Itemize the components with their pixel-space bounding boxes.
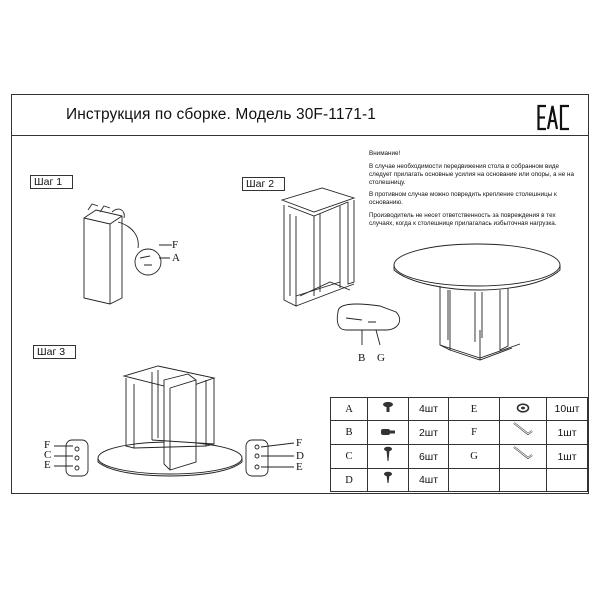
table-row [331,445,588,469]
part-qty: 1шт [547,421,588,445]
table-drawing [394,244,560,360]
part-letter: A [331,398,368,421]
warning-heading: Внимание! [369,150,401,157]
part-letter: G [449,445,500,469]
part-qty: 2шт [409,421,449,445]
part-letter: B [331,421,368,445]
step-3-assembly-drawing [54,366,294,476]
part-letter: D [331,469,368,492]
warning-paragraph-3: Производитель не несет ответственность за повреждения в тех случаях, когда к столешнице прилагалась избыточная нагрузка. [369,211,557,227]
dowel-icon [368,421,409,445]
step-2-frame-drawing [282,188,400,345]
empty-cell [449,469,500,492]
screw-icon [368,445,409,469]
table-row [331,469,588,492]
step-3-label: Шаг 3 [33,345,76,359]
step-3-left-label-c: C [44,449,52,461]
step-2-label-g: G [377,352,385,364]
step-2-label: Шаг 2 [242,177,285,191]
page-title: Инструкция по сборке. Модель 30F-1171-1 [66,106,376,123]
step-3-right-label-f: F [296,437,303,449]
part-qty: 4шт [409,398,449,421]
part-qty: 10шт [547,398,588,421]
parts-table [330,397,588,492]
step-2-label-b: B [358,352,366,364]
step-3-left-label-f: F [44,439,51,451]
step-3-left-label-e: E [44,459,51,471]
allen-key-large-icon [500,421,547,445]
warning-paragraph-2: В противном случае можно повредить крепление столешницы к основанию. [369,191,557,206]
part-qty: 1шт [547,445,588,469]
part-letter: C [331,445,368,469]
part-qty: 4шт [409,469,449,492]
table-row [331,421,588,445]
table-row [331,398,588,421]
step-1-label-a: A [172,252,180,264]
bolt-icon [368,398,409,421]
washer-icon [500,398,547,421]
empty-cell [500,469,547,492]
step-1-leg-drawing [84,204,172,304]
step-1-label: Шаг 1 [30,175,73,189]
step-1-label-f: F [172,239,179,251]
step-3-right-label-e: E [296,461,303,473]
short-screw-icon [368,469,409,492]
part-letter: E [449,398,500,421]
empty-cell [547,469,588,492]
step-3-right-label-d: D [296,450,304,462]
part-letter: F [449,421,500,445]
part-qty: 6шт [409,445,449,469]
allen-key-small-icon [500,445,547,469]
warning-paragraph-1: В случае необходимости передвижения стола в собранном виде следует прилагать основные усилия на основание или опоры, а не на столешницу. [369,162,574,186]
